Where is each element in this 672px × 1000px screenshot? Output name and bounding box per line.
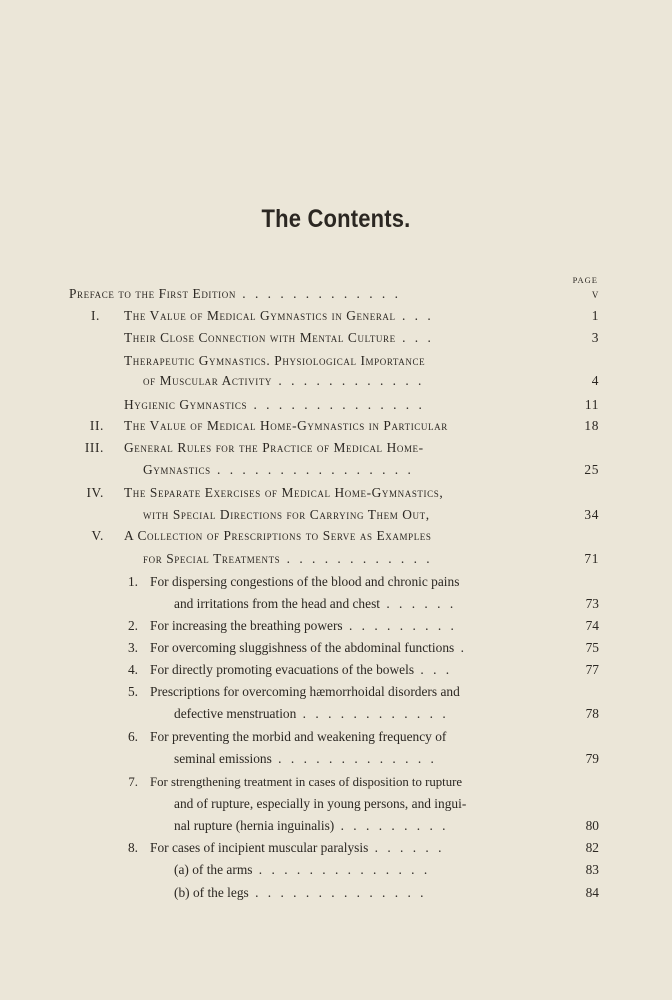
toc-entry-page: 34 — [584, 507, 599, 522]
toc-entry-title: For strengthening treatment in cases of disposition to rupture — [150, 775, 463, 789]
toc-entry-page: 18 — [584, 418, 599, 433]
toc-entry-title: of Muscular Activity . . . . . . . . . . . . — [143, 373, 425, 388]
toc-entry-title: The Value of Medical Gymnastics in General . . . — [124, 308, 434, 323]
toc-entry-title: defective menstruation . . . . . . . . . . . . — [174, 706, 449, 721]
toc-entry-title: A Collection of Prescriptions to Serve as Examples — [124, 528, 432, 543]
toc-entry-number: 7. — [128, 775, 138, 789]
toc-entry-number: 5. — [127, 684, 138, 699]
toc-entry-page: 71 — [584, 551, 599, 566]
toc-entry-number: IV. — [86, 485, 104, 500]
toc-entry-title: for Special Treatments . . . . . . . . . . . . — [143, 551, 433, 566]
toc-entry-title: For directly promoting evacuations of the bowels . . . — [150, 662, 453, 677]
toc-entry-number: 2. — [127, 618, 138, 633]
toc-entry-title: (b) of the legs . . . . . . . . . . . . . . — [174, 885, 427, 900]
toc-entry-title: General Rules for the Practice of Medical Home- — [124, 440, 424, 455]
toc-entry-title: Hygienic Gymnastics . . . . . . . . . . . . . . — [124, 397, 425, 412]
toc-entry-title: (a) of the arms . . . . . . . . . . . . . . — [174, 862, 431, 877]
toc-entry-page: 84 — [585, 885, 599, 900]
toc-entry-page: 3 — [591, 330, 599, 345]
toc-entry-number: 3. — [127, 640, 138, 655]
toc-entry-title: with Special Directions for Carrying Them Out, — [143, 507, 430, 522]
toc-entry-number: III. — [84, 440, 104, 455]
toc-entry-page: 79 — [585, 751, 599, 766]
toc-entry-title: The Separate Exercises of Medical Home-Gymnastics, — [124, 485, 444, 500]
toc-entry-title: The Value of Medical Home-Gymnastics in Particular — [124, 418, 448, 433]
toc-entry-page: 80 — [585, 818, 599, 833]
toc-entry-title: For cases of incipient muscular paralysis . . . . . . — [150, 840, 445, 855]
toc-entry-title: and of rupture, especially in young persons, and ingui- — [174, 796, 467, 811]
toc-entry-title: Their Close Connection with Mental Culture . . . — [124, 330, 434, 345]
toc-entry-page: 83 — [585, 862, 599, 877]
toc-entry-title: Preface to the First Edition . . . . . . . . . . . . . — [69, 286, 401, 301]
toc-entry-title: For dispersing congestions of the blood and chronic pains — [150, 574, 460, 589]
toc-entry-page: 4 — [591, 373, 599, 388]
toc-entry-page: 82 — [585, 840, 599, 855]
toc-entry-title: Therapeutic Gymnastics. Physiological Importance — [124, 353, 426, 368]
toc-entry-number: II. — [89, 418, 104, 433]
toc-entry-title: For preventing the morbid and weakening frequency of — [150, 729, 447, 744]
toc-entry-number: V. — [91, 528, 104, 543]
page-column-header: PAGE — [572, 275, 598, 285]
toc-entry-title: seminal emissions . . . . . . . . . . . . . — [174, 751, 437, 766]
toc-entry-page: 74 — [585, 618, 599, 633]
toc-entry-page: 75 — [585, 640, 599, 655]
toc-entry-page: 11 — [584, 397, 599, 412]
toc-entry-page: 73 — [585, 596, 599, 611]
toc-entry-title: and irritations from the head and chest . . . . . . — [174, 596, 457, 611]
toc-entry-number: I. — [90, 308, 100, 323]
toc-entry-page: 25 — [584, 462, 599, 477]
toc-entry-page: 78 — [585, 706, 599, 721]
toc-entry-page: v — [591, 286, 599, 301]
toc-entry-number: 1. — [127, 574, 138, 589]
toc-entry-title: For increasing the breathing powers . . . . . . . . . — [150, 618, 457, 633]
toc-entry-number: 8. — [127, 840, 138, 855]
toc-entry-title: Prescriptions for overcoming hæmorrhoidal disorders and — [150, 684, 460, 699]
toc-entry-number: 6. — [127, 729, 138, 744]
toc-entry-page: 1 — [591, 308, 599, 323]
toc-entry-number: 4. — [127, 662, 138, 677]
page-title: The Contents. — [261, 205, 411, 233]
toc-entry-title: nal rupture (hernia inguinalis) . . . . . . . . . — [174, 818, 449, 833]
toc-entry-title: Gymnastics . . . . . . . . . . . . . . . . — [143, 462, 414, 477]
toc-entry-page: 77 — [585, 662, 599, 677]
toc-entry-title: For overcoming sluggishness of the abdominal functions . — [150, 640, 467, 655]
